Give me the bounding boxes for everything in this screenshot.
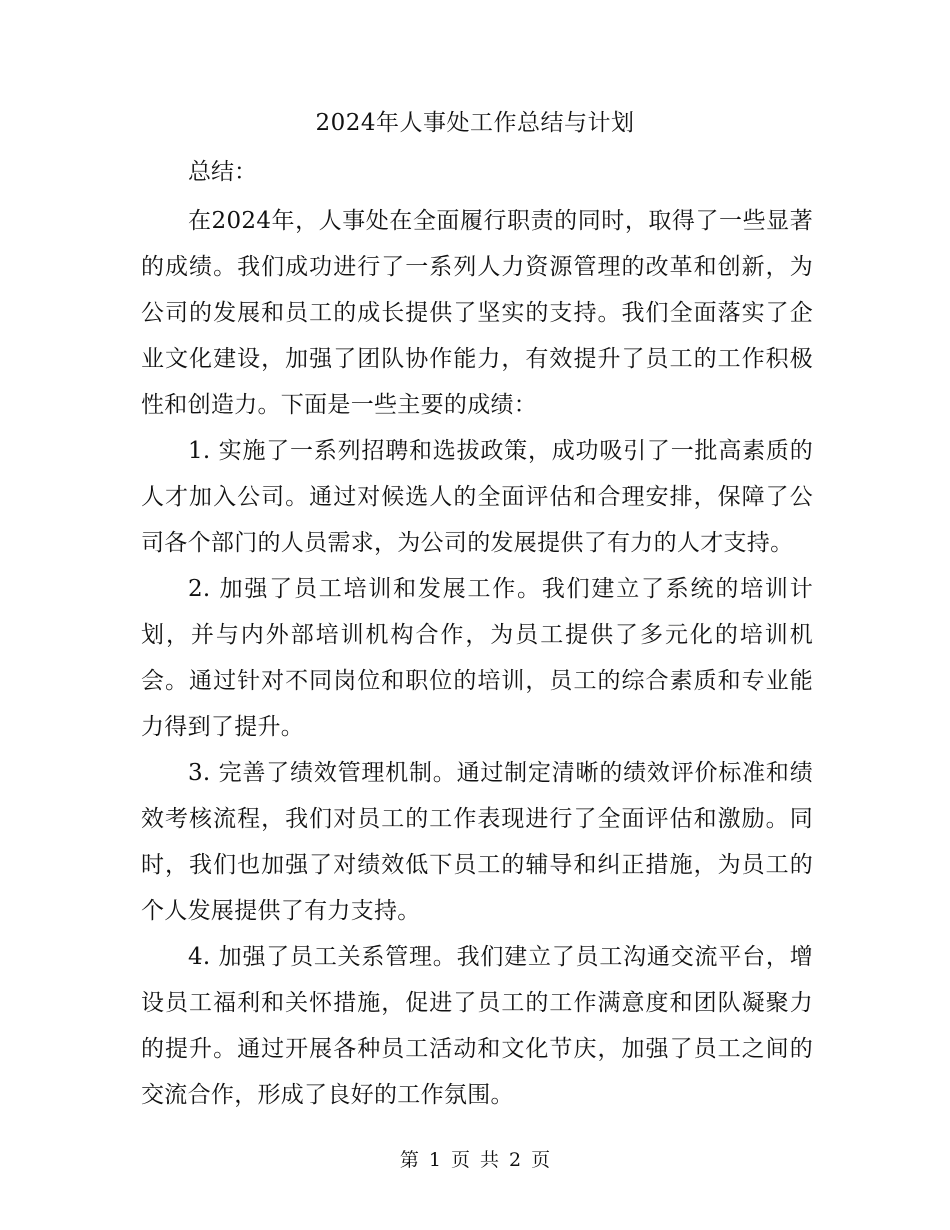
- paragraph-intro: 在2024年，人事处在全面履行职责的同时，取得了一些显著的成绩。我们成功进行了一系列人力资源管理的改革和创新，为公司的发展和员工的成长提供了坚实的支持。我们全面落实了企业文化建设，加强了团队协作能力，有效提升了员工的工作积极性和创造力。下面是一些主要的成绩：: [141, 208, 813, 418]
- paragraph-item-1: 1. 实施了一系列招聘和选拔政策，成功吸引了一批高素质的人才加入公司。通过对候选人的全面评估和合理安排，保障了公司各个部门的人员需求，为公司的发展提供了有力的人才支持。: [141, 438, 813, 556]
- section-heading: 总结：: [188, 159, 257, 185]
- paragraph-item-2: 2. 加强了员工培训和发展工作。我们建立了系统的培训计划，并与内外部培训机构合作，为员工提供了多元化的培训机会。通过针对不同岗位和职位的培训，员工的综合素质和专业能力得到了提升。: [141, 576, 813, 740]
- page-footer: 第 1 页 共 2 页: [399, 1149, 551, 1171]
- document-title: 2024年人事处工作总结与计划: [315, 110, 635, 136]
- document-body: [141, 198, 813, 1118]
- paragraph-item-3: 3. 完善了绩效管理机制。通过制定清晰的绩效评价标准和绩效考核流程，我们对员工的工作表现进行了全面评估和激励。同时，我们也加强了对绩效低下员工的辅导和纠正措施，为员工的个人发展提供了有力支持。: [141, 760, 813, 924]
- paragraph-item-4: 4. 加强了员工关系管理。我们建立了员工沟通交流平台，增设员工福利和关怀措施，促进了员工的工作满意度和团队凝聚力的提升。通过开展各种员工活动和文化节庆，加强了员工之间的交流合作，形成了良好的工作氛围。: [141, 944, 813, 1108]
